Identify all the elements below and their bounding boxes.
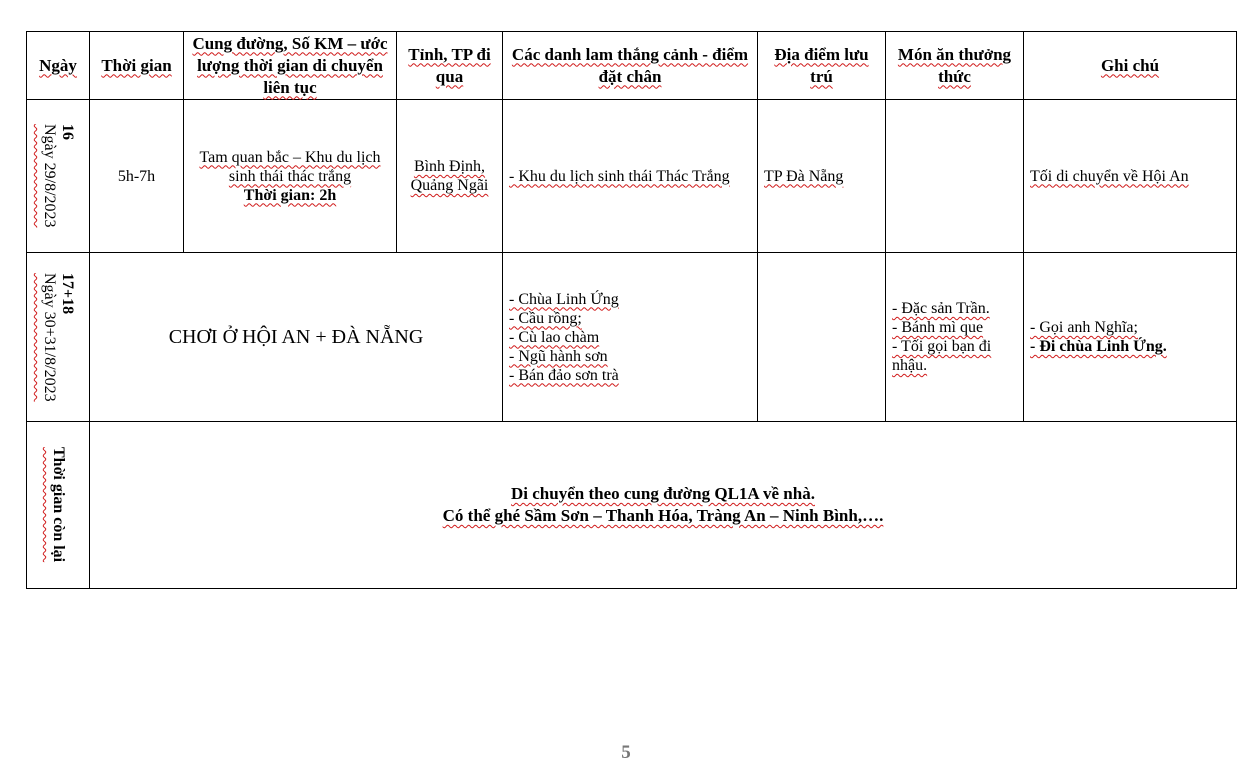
province-line: Quảng Ngãi bbox=[410, 177, 489, 194]
itinerary-table bbox=[26, 31, 1237, 589]
remaining-label-cell bbox=[27, 422, 90, 589]
header-day: Ngày bbox=[27, 32, 90, 100]
province-cell bbox=[397, 100, 503, 253]
header-stay: Địa điểm lưu trú bbox=[758, 32, 886, 100]
sight-item: - Cù lao chàm bbox=[509, 328, 600, 346]
notes-cell: Tối di chuyển về Hội An bbox=[1024, 100, 1237, 253]
province-line: Bình Định, bbox=[413, 158, 486, 175]
header-route: Cung đường, Số KM – ước lượng thời gian di chuyển liên tục bbox=[184, 32, 397, 100]
route-duration: Thời gian: 2h bbox=[243, 186, 337, 204]
day-date: Ngày 30+31/8/2023 bbox=[41, 272, 58, 402]
remaining-line: Di chuyển theo cung đường QL1A về nhà. bbox=[511, 484, 815, 503]
sight-item: - Ngũ hành sơn bbox=[509, 347, 608, 365]
day-number: 17+18 bbox=[59, 272, 76, 314]
sight-item: - Cầu rồng; bbox=[509, 309, 582, 327]
sight-item: - Chùa Linh Ứng bbox=[509, 290, 619, 308]
header-food: Món ăn thưởng thức bbox=[886, 32, 1024, 100]
day-number: 16 bbox=[59, 124, 76, 141]
stay-cell bbox=[758, 253, 886, 422]
food-item: - Tối gọi bạn đi nhậu. bbox=[892, 338, 992, 374]
page-number: 5 bbox=[621, 742, 631, 763]
day-cell bbox=[27, 253, 90, 422]
remaining-plan-cell bbox=[90, 422, 1237, 589]
header-row bbox=[27, 32, 1237, 100]
sight-item: - Bán đảo sơn trà bbox=[509, 366, 619, 384]
day-cell bbox=[27, 100, 90, 253]
sights-cell bbox=[503, 253, 758, 422]
header-sights: Các danh lam thắng cảnh - điểm đặt chân bbox=[503, 32, 758, 100]
stay-cell: TP Đà Nẵng bbox=[758, 100, 886, 253]
day-row-16 bbox=[27, 100, 1237, 253]
merged-activity-cell: CHƠI Ở HỘI AN + ĐÀ NẴNG bbox=[90, 253, 503, 422]
note-item: - Đi chùa Linh Ứng. bbox=[1030, 338, 1167, 355]
food-item: - Đặc sản Trần. bbox=[892, 300, 990, 317]
sights-cell: - Khu du lịch sinh thái Thác Trắng bbox=[503, 100, 758, 253]
remaining-label: Thời gian còn lại bbox=[50, 447, 67, 563]
header-time: Thời gian bbox=[90, 32, 184, 100]
remaining-line: Có thể ghé Sầm Sơn – Thanh Hóa, Tràng An – Ninh Bình,…. bbox=[442, 506, 884, 525]
header-notes: Ghi chú bbox=[1024, 32, 1237, 100]
food-cell bbox=[886, 253, 1024, 422]
day-row-17-18 bbox=[27, 253, 1237, 422]
route-cell bbox=[184, 100, 397, 253]
header-province: Tỉnh, TP đi qua bbox=[397, 32, 503, 100]
route-text: Tam quan bắc – Khu du lịch sinh thái thác trắng bbox=[199, 148, 381, 185]
time-cell: 5h-7h bbox=[90, 100, 184, 253]
food-item: - Bánh mì que bbox=[892, 319, 984, 336]
notes-cell bbox=[1024, 253, 1237, 422]
day-date: Ngày 29/8/2023 bbox=[41, 124, 58, 228]
note-item: - Gọi anh Nghĩa; bbox=[1030, 319, 1138, 336]
remaining-time-row bbox=[27, 422, 1237, 589]
food-cell bbox=[886, 100, 1024, 253]
